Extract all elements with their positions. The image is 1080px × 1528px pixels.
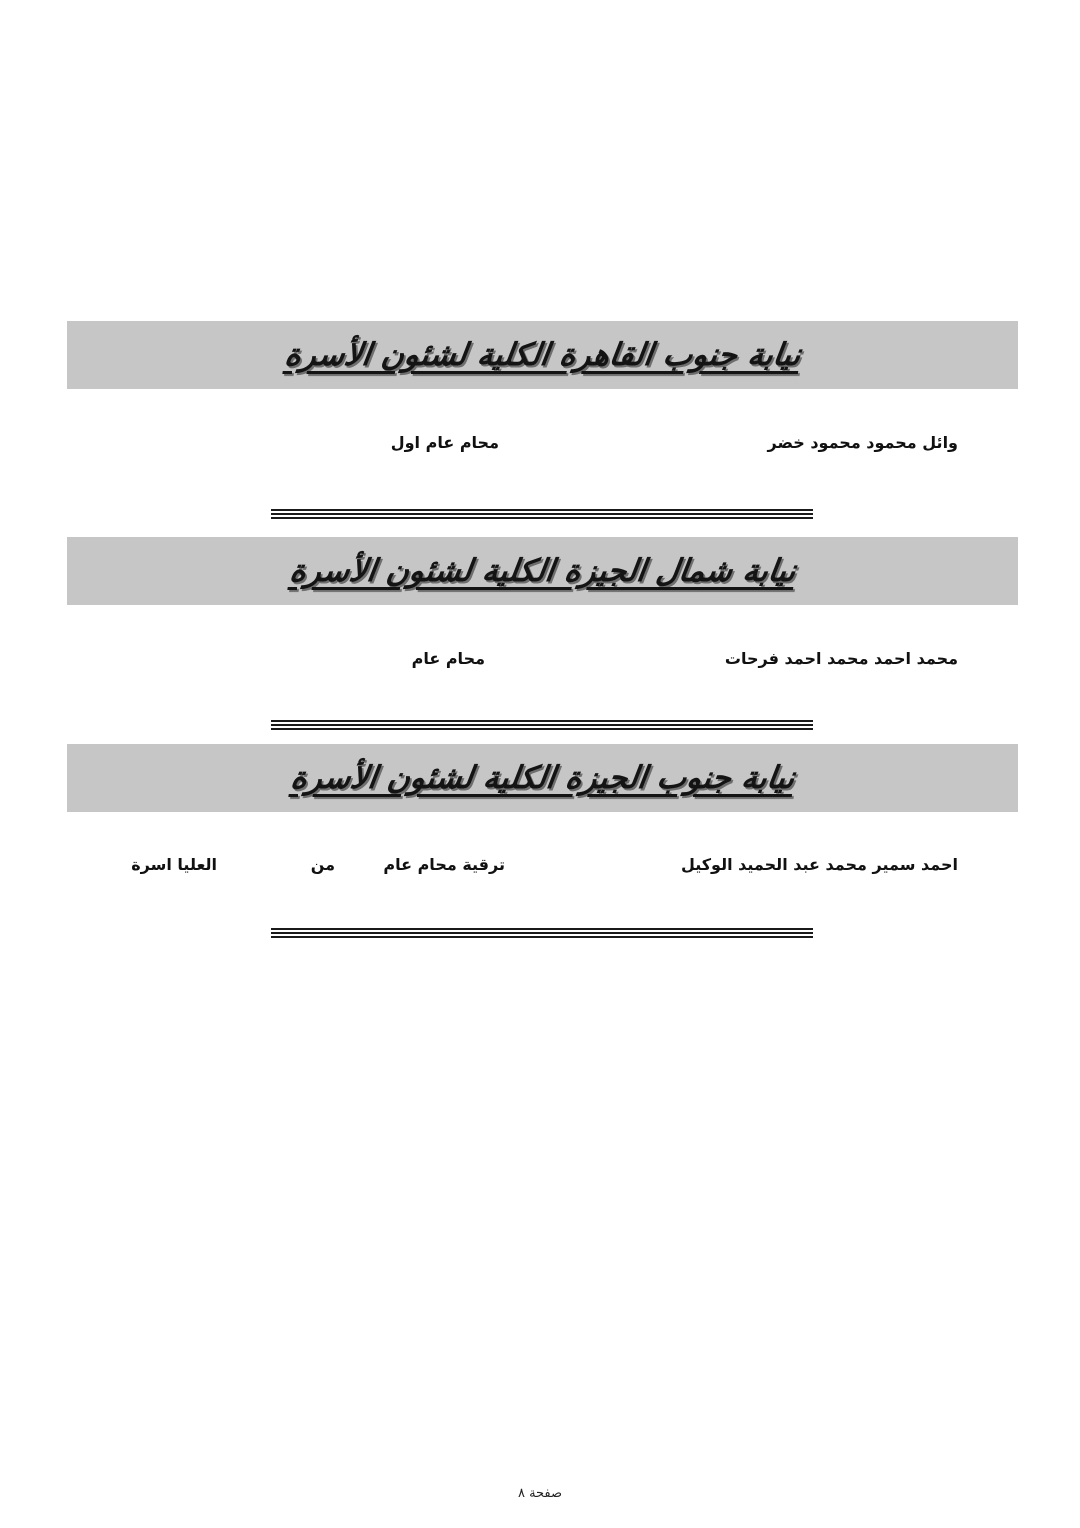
from-label: من (310, 855, 335, 874)
section-banner-south-giza (67, 744, 1018, 812)
page-number: صفحة ٨ (517, 1486, 563, 1501)
person-position: محام عام اول (390, 433, 499, 452)
section-separator (271, 509, 813, 519)
person-position: محام عام (411, 649, 485, 668)
section-title: نيابة شمال الجيزة الكلية لشئون الأسرة (287, 553, 798, 589)
section-banner-south-cairo (67, 321, 1018, 389)
person-name: احمد سمير محمد عبد الحميد الوكيل (680, 855, 958, 874)
person-position: ترقية محام عام (383, 855, 505, 874)
from-value: العليا اسرة (131, 855, 217, 874)
person-name: وائل محمود محمود خضر (767, 433, 958, 452)
section-separator (271, 720, 813, 730)
section-title: نيابة جنوب القاهرة الكلية لشئون الأسرة (282, 337, 803, 373)
section-title: نيابة جنوب الجيزة الكلية لشئون الأسرة (288, 760, 797, 796)
person-name: محمد احمد محمد احمد فرحات (724, 649, 958, 668)
section-separator (271, 928, 813, 938)
section-banner-north-giza (67, 537, 1018, 605)
